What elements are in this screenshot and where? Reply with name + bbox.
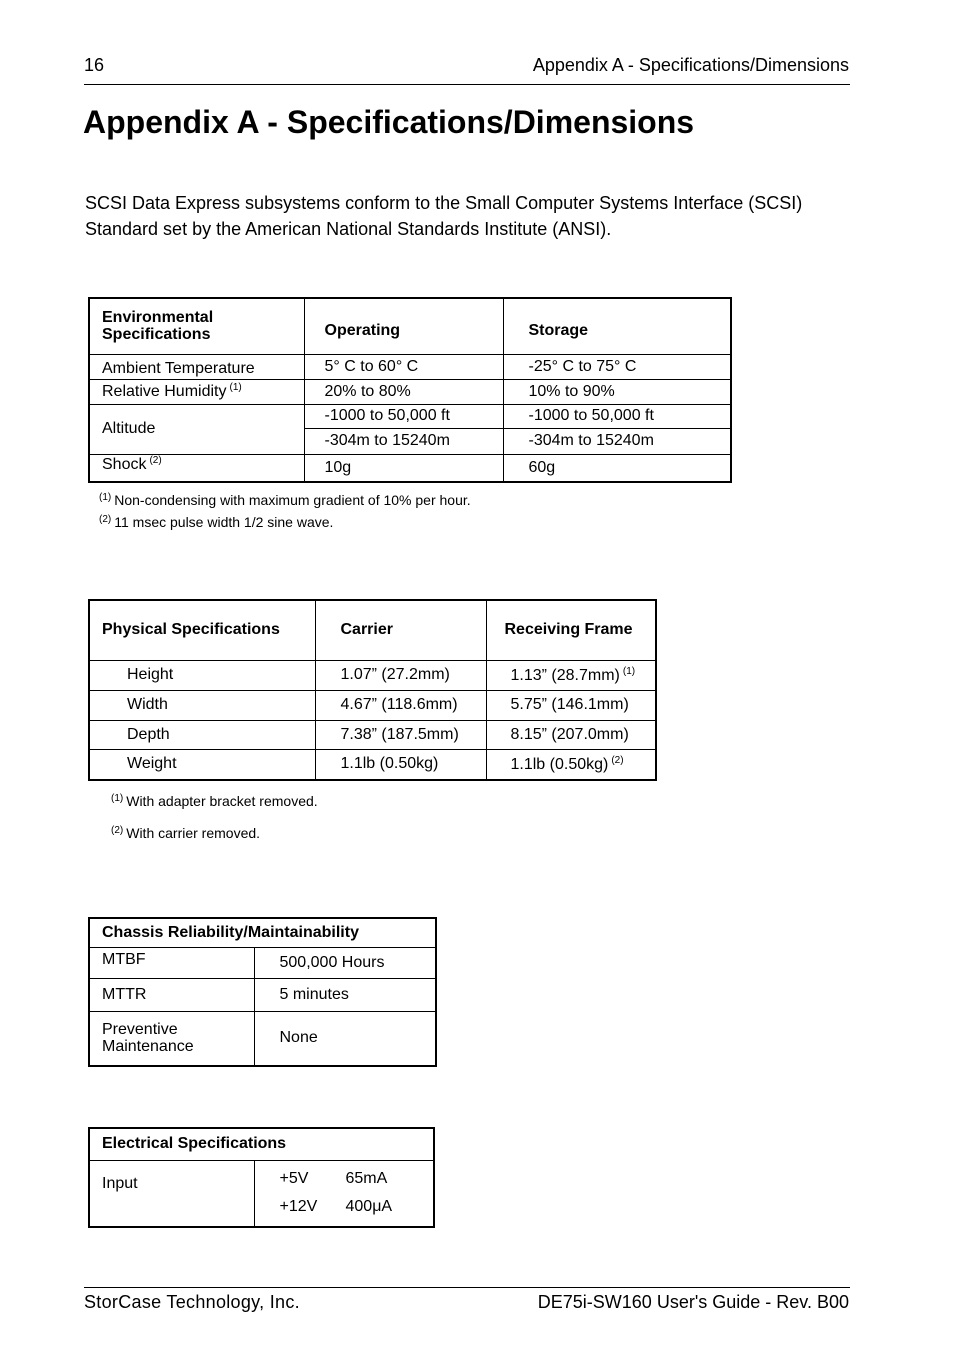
- depth-carrier: 7.38” (187.5mm): [340, 725, 459, 743]
- altitude-storage-ft: -1000 to 50,000 ft: [528, 407, 654, 424]
- env-header-label: Environmental Specifications: [89, 298, 304, 354]
- altitude-operating-ft: -1000 to 50,000 ft: [324, 407, 450, 424]
- depth-frame: 8.15” (207.0mm): [510, 725, 629, 743]
- weight-label: Weight: [127, 755, 177, 773]
- env-header-storage: Storage: [503, 298, 731, 354]
- mtbf-label: MTBF: [102, 950, 146, 968]
- phys-footnote-1-mark: (1): [111, 793, 124, 804]
- ambient-temp-storage: -25° C to 75° C: [528, 357, 637, 375]
- env-footnote-1: [99, 492, 471, 508]
- ambient-temp-label: Ambient Temperature: [102, 359, 255, 377]
- mtbf-value: 500,000 Hours: [279, 953, 385, 971]
- weight-note: (2): [611, 754, 624, 766]
- humidity-operating: 20% to 80%: [324, 382, 411, 400]
- phys-footnote-1: [111, 793, 318, 809]
- phys-footnote-2: [111, 825, 260, 841]
- input-5v-voltage: +5V: [279, 1170, 309, 1188]
- height-note: (1): [622, 665, 636, 677]
- page-title: Appendix A - Specifications/Dimensions: [83, 104, 695, 140]
- phys-header-label: Physical Specifications: [89, 600, 315, 660]
- altitude-operating-m: -304m to 15240m: [324, 432, 450, 449]
- input-label: Input: [102, 1175, 138, 1193]
- input-5v-current: 65mA: [345, 1170, 388, 1188]
- width-frame: 5.75” (146.1mm): [510, 696, 629, 713]
- phys-footnote-1-text: With adapter bracket removed.: [126, 793, 318, 809]
- page-number: 16: [84, 55, 105, 75]
- input-12v-current: 400μA: [345, 1198, 393, 1216]
- phys-footnote-2-mark: (2): [111, 825, 124, 836]
- preventive-label: Preventive Maintenance: [102, 1021, 194, 1056]
- mttr-value: 5 minutes: [279, 985, 349, 1003]
- height-carrier: 1.07” (27.2mm): [340, 666, 450, 683]
- env-footnote-2-text: 11 msec pulse width 1/2 sine wave.: [114, 514, 334, 530]
- altitude-label: Altitude: [102, 420, 156, 437]
- input-5v-line: [280, 1165, 434, 1193]
- humidity-storage: 10% to 90%: [528, 382, 615, 400]
- height-label: Height: [127, 666, 174, 683]
- phys-header-frame: Receiving Frame: [486, 600, 656, 660]
- height-frame: 1.13” (28.7mm): [510, 666, 620, 684]
- mttr-label: MTTR: [102, 985, 147, 1003]
- running-header: Appendix A - Specifications/Dimensions: [532, 55, 849, 75]
- electrical-header: Electrical Specifications: [89, 1128, 434, 1160]
- input-12v-line: [280, 1193, 434, 1221]
- depth-label: Depth: [127, 725, 170, 743]
- shock-storage: 60g: [528, 458, 556, 476]
- shock-note: (2): [149, 455, 162, 467]
- ambient-temp-operating: 5° C to 60° C: [324, 357, 419, 375]
- footer-guide: DE75i-SW160 User's Guide - Rev. B00: [537, 1292, 849, 1312]
- intro-paragraph: SCSI Data Express subsystems conform to the Small Computer Systems Interface (SCSI) Standard set by the American National Standards Institute (ANSI).: [85, 193, 803, 239]
- physical-table: [88, 599, 657, 781]
- weight-frame: 1.1lb (0.50kg): [510, 755, 609, 773]
- env-footnote-1-text: Non-condensing with maximum gradient of 10% per hour.: [114, 492, 471, 508]
- width-label: Width: [127, 696, 168, 713]
- shock-operating: 10g: [324, 458, 352, 476]
- footer-rule: [84, 1287, 850, 1288]
- env-footnote-1-mark: (1): [99, 492, 112, 503]
- phys-header-carrier: Carrier: [315, 600, 486, 660]
- reliability-header: Chassis Reliability/Maintainability: [89, 918, 436, 947]
- env-footnote-2-mark: (2): [99, 514, 112, 525]
- phys-footnote-2-text: With carrier removed.: [126, 825, 261, 841]
- humidity-label: Relative Humidity: [102, 383, 227, 400]
- shock-label: Shock: [102, 456, 147, 474]
- width-carrier: 4.67” (118.6mm): [340, 696, 458, 713]
- electrical-table: [88, 1127, 435, 1228]
- environmental-table: [88, 297, 732, 483]
- footer-company: StorCase Technology, Inc.: [84, 1292, 300, 1312]
- weight-carrier: 1.1lb (0.50kg): [340, 755, 439, 773]
- header-rule: [84, 84, 850, 85]
- altitude-storage-m: -304m to 15240m: [528, 432, 654, 449]
- humidity-note: (1): [229, 382, 242, 393]
- env-header-operating: Operating: [304, 298, 503, 354]
- preventive-value: None: [279, 1029, 318, 1047]
- env-footnote-2: [99, 514, 333, 530]
- input-12v-voltage: +12V: [279, 1198, 318, 1216]
- reliability-table: [88, 917, 437, 1067]
